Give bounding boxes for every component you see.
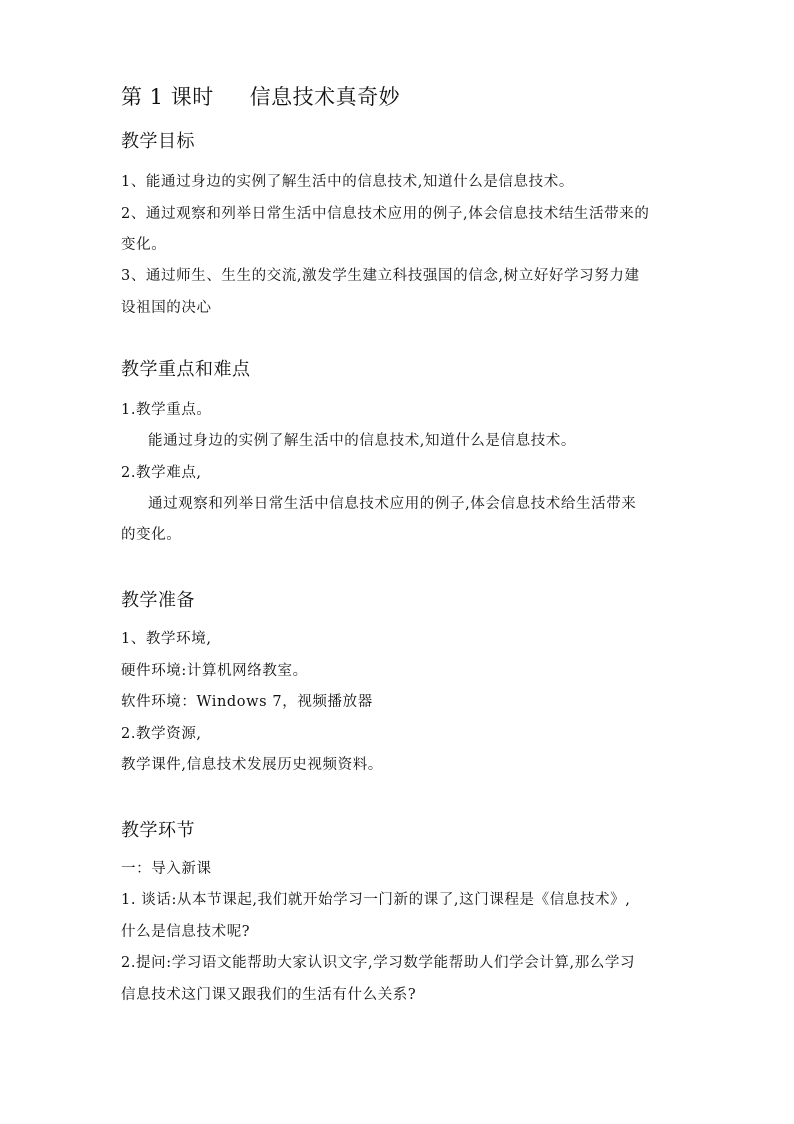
key-points-heading: 教学重点和难点 (121, 359, 251, 380)
process-line-1: 一：导入新课 (121, 861, 212, 877)
objectives-heading: 教学目标 (121, 131, 195, 152)
process-heading: 教学环节 (121, 820, 195, 841)
key-points-line-5: 的变化。 (121, 527, 182, 543)
objectives-line-5: 设祖国的决心 (121, 300, 212, 316)
process-line-2: 1. 谈话:从本节课起,我们就开始学习一门新的课了,这门课程是《信息技术》, (121, 892, 631, 908)
preparation-line-1: 1、教学环境, (121, 631, 212, 647)
key-points-line-3: 2.教学难点, (121, 465, 202, 481)
lesson-title: 第 1 课时 信息技术真奇妙 (121, 85, 401, 109)
preparation-line-5: 教学课件,信息技术发展历史视频资料。 (121, 757, 383, 773)
process-line-4: 2.提问:学习语文能帮助大家认识文字,学习数学能帮助人们学会计算,那么学习 (121, 955, 636, 971)
objectives-line-3: 变化。 (121, 237, 167, 253)
process-line-5: 信息技术这门课又跟我们的生活有什么关系? (121, 987, 417, 1003)
process-line-3: 什么是信息技术呢? (121, 924, 251, 940)
preparation-line-2: 硬件环境:计算机网络教室。 (121, 663, 308, 679)
preparation-heading: 教学准备 (121, 590, 195, 611)
preparation-line-4: 2.教学资源, (121, 726, 202, 742)
key-points-line-4: 通过观察和列举日常生活中信息技术应用的例子,体会信息技术给生活带来 (148, 496, 637, 512)
key-points-line-1: 1.教学重点。 (121, 402, 212, 418)
key-points-line-2: 能通过身边的实例了解生活中的信息技术,知道什么是信息技术。 (148, 433, 577, 449)
objectives-line-4: 3、通过师生、生生的交流,激发学生建立科技强国的信念,树立好好学习努力建 (121, 268, 640, 284)
preparation-line-3: 软件环境：Windows 7，视频播放器 (121, 694, 373, 710)
objectives-line-2: 2、通过观察和列举日常生活中信息技术应用的例子,体会信息技术结生活带来的 (121, 206, 650, 222)
objectives-line-1: 1、能通过身边的实例了解生活中的信息技术,知道什么是信息技术。 (121, 174, 574, 190)
